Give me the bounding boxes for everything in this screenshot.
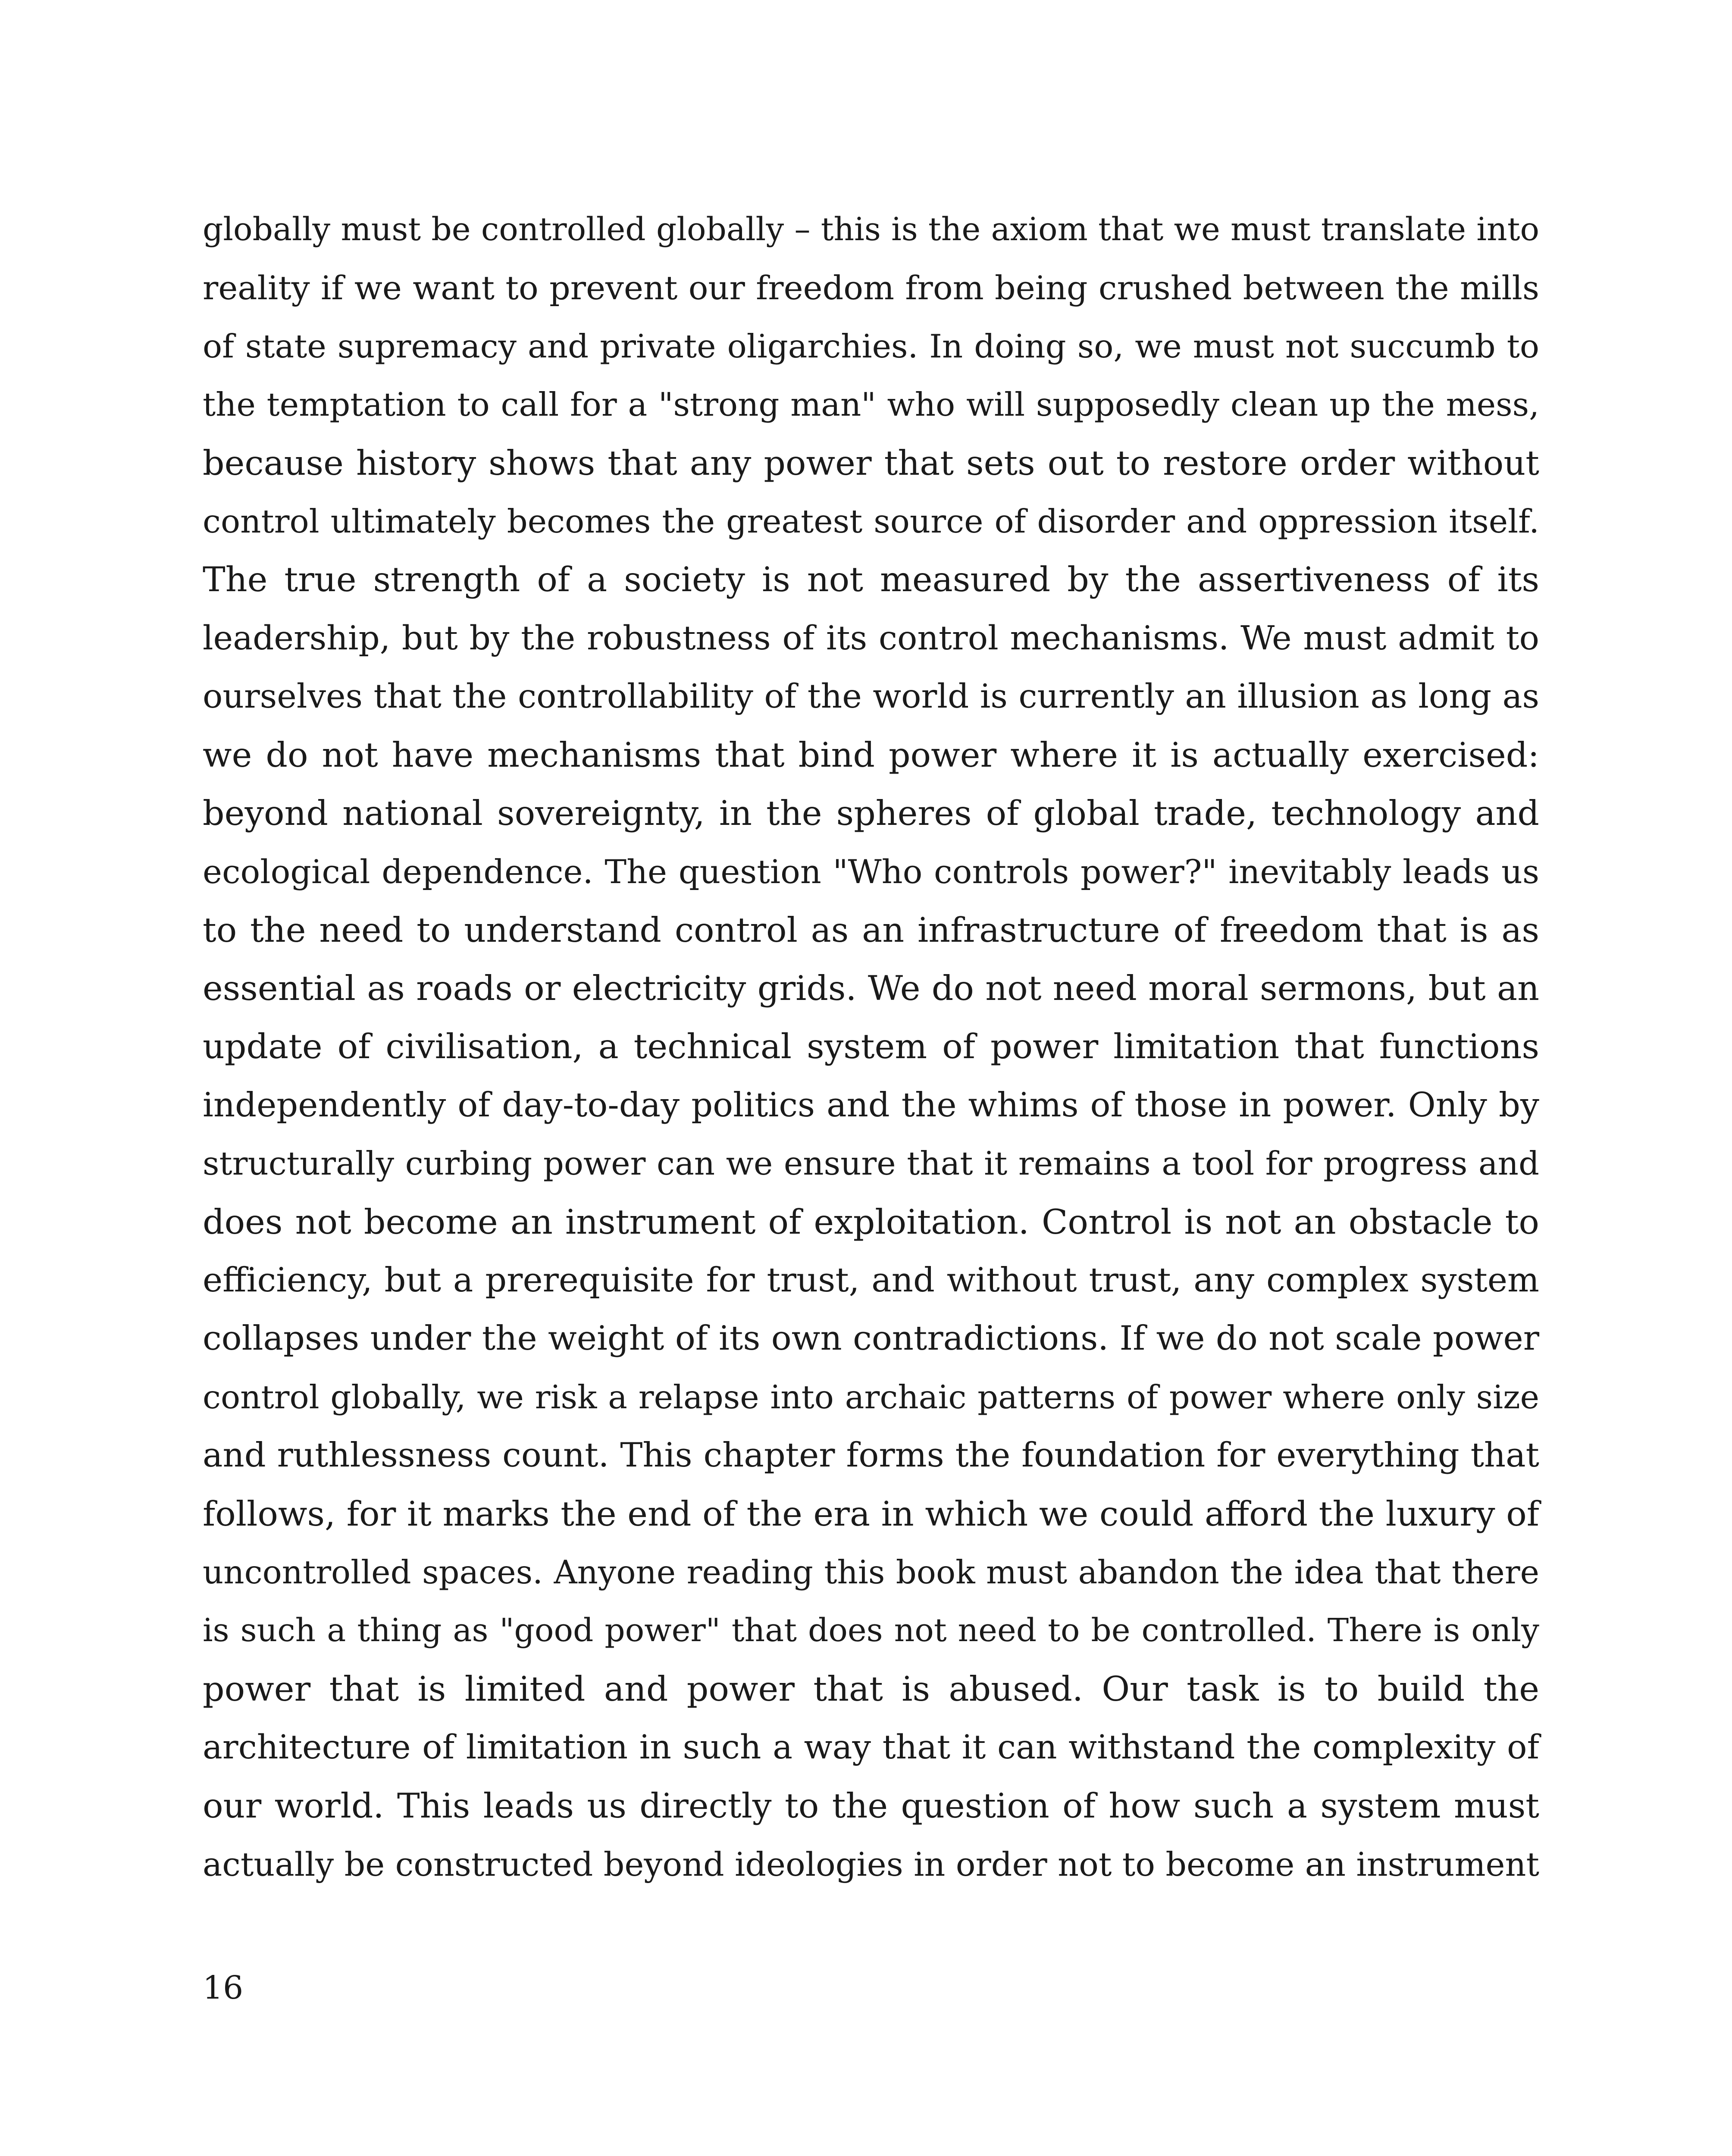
text-line: ourselves that the controllability of the world is currently an illusion as long as	[203, 677, 1539, 716]
text-line: power that is limited and power that is abused. Our task is to build the	[203, 1669, 1539, 1709]
text-line: to the need to understand control as an infrastructure of freedom that is as	[203, 910, 1539, 950]
text-line: The true strength of a society is not measured by the assertiveness of its	[203, 560, 1539, 600]
text-line: does not become an instrument of exploitation. Control is not an obstacle to	[203, 1202, 1539, 1242]
text-line: leadership, but by the robustness of its control mechanisms. We must admit to	[203, 619, 1539, 658]
text-line: efficiency, but a prerequisite for trust, and without trust, any complex system	[203, 1261, 1539, 1300]
text-line: because history shows that any power that sets out to restore order without	[203, 443, 1539, 483]
text-line: the temptation to call for a "strong man" who will supposedly clean up the mess,	[203, 385, 1539, 424]
text-line: update of civilisation, a technical system of power limitation that functions	[203, 1027, 1539, 1067]
text-line: structurally curbing power can we ensure that it remains a tool for progress and	[203, 1144, 1539, 1183]
text-line: is such a thing as "good power" that does not need to be controlled. There is only	[203, 1612, 1539, 1649]
text-line: we do not have mechanisms that bind power where it is actually exercised:	[203, 735, 1539, 775]
text-line: globally must be controlled globally – this is the axiom that we must translate into	[203, 211, 1539, 248]
text-line: beyond national sovereignty, in the spheres of global trade, technology and	[203, 793, 1539, 833]
text-line: follows, for it marks the end of the era in which we could afford the luxury of	[203, 1494, 1539, 1534]
text-line: actually be constructed beyond ideologies in order not to become an instrument	[203, 1845, 1539, 1883]
text-line: independently of day-to-day politics and the whims of those in power. Only by	[203, 1085, 1539, 1125]
text-line: our world. This leads us directly to the question of how such a system must	[203, 1786, 1539, 1826]
text-line: control globally, we risk a relapse into archaic patterns of power where only size	[203, 1378, 1539, 1416]
text-line: uncontrolled spaces. Anyone reading this book must abandon the idea that there	[203, 1553, 1539, 1591]
text-line: of state supremacy and private oligarchies. In doing so, we must not succumb to	[203, 327, 1539, 365]
page-number: 16	[203, 1969, 244, 2006]
body-paragraph	[203, 201, 1539, 1893]
text-line: control ultimately becomes the greatest source of disorder and oppression itself.	[203, 502, 1539, 540]
text-line: essential as roads or electricity grids. We do not need moral sermons, but an	[203, 968, 1539, 1009]
text-line: reality if we want to prevent our freedom from being crushed between the mills	[203, 269, 1539, 307]
text-line: and ruthlessness count. This chapter forms the foundation for everything that	[203, 1436, 1539, 1475]
text-line: architecture of limitation in such a way that it can withstand the complexity of	[203, 1728, 1539, 1767]
text-line: ecological dependence. The question "Who controls power?" inevitably leads us	[203, 852, 1539, 891]
text-line: collapses under the weight of its own contradictions. If we do not scale power	[203, 1319, 1539, 1358]
